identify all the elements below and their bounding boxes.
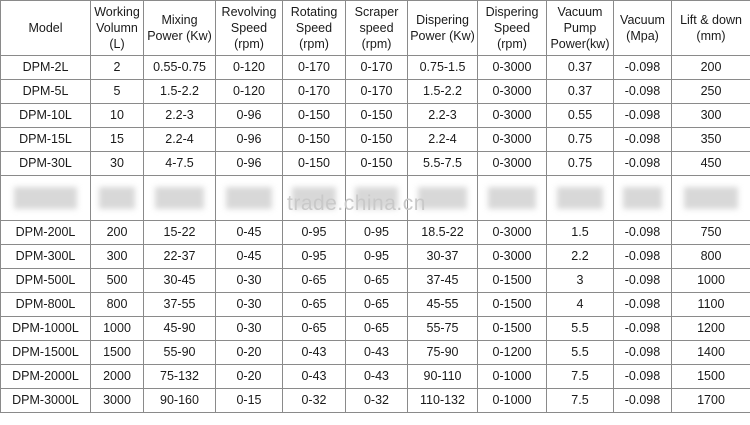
- table-cell: 0.75: [547, 152, 614, 176]
- table-row: [1, 365, 750, 389]
- table-cell: 500: [91, 269, 144, 293]
- table-cell: 800: [672, 245, 750, 269]
- blurred-cell: [1, 176, 91, 221]
- table-cell: 0-43: [283, 365, 346, 389]
- table-cell: 0-120: [216, 56, 283, 80]
- column-header: Revolving Speed (rpm): [216, 1, 283, 56]
- model-cell: DPM-15L: [1, 128, 91, 152]
- table-cell: -0.098: [614, 221, 672, 245]
- blurred-cell: [672, 176, 750, 221]
- table-cell: 1000: [672, 269, 750, 293]
- table-cell: -0.098: [614, 293, 672, 317]
- table-cell: 0-170: [283, 56, 346, 80]
- table-cell: 1500: [91, 341, 144, 365]
- blurred-cell: [144, 176, 216, 221]
- table-cell: 1.5-2.2: [408, 80, 478, 104]
- table-row: [1, 104, 750, 128]
- table-row: [1, 317, 750, 341]
- table-cell: 0-96: [216, 104, 283, 128]
- table-cell: -0.098: [614, 80, 672, 104]
- table-cell: 4-7.5: [144, 152, 216, 176]
- model-cell: DPM-200L: [1, 221, 91, 245]
- table-row: [1, 128, 750, 152]
- column-header: Working Volumn (L): [91, 1, 144, 56]
- table-cell: -0.098: [614, 128, 672, 152]
- table-cell: 2.2-3: [408, 104, 478, 128]
- table-cell: 1100: [672, 293, 750, 317]
- table-cell: 0-150: [346, 104, 408, 128]
- table-cell: 450: [672, 152, 750, 176]
- column-header: Dispering Power (Kw): [408, 1, 478, 56]
- table-cell: 0-65: [346, 293, 408, 317]
- table-cell: 0.75: [547, 128, 614, 152]
- table-cell: 55-90: [144, 341, 216, 365]
- table-cell: 75-90: [408, 341, 478, 365]
- table-cell: 0-43: [346, 341, 408, 365]
- table-cell: 800: [91, 293, 144, 317]
- model-cell: DPM-300L: [1, 245, 91, 269]
- table-cell: 37-45: [408, 269, 478, 293]
- table-row: [1, 269, 750, 293]
- table-cell: 110-132: [408, 389, 478, 413]
- table-cell: 350: [672, 128, 750, 152]
- header-row: [1, 1, 750, 56]
- table-cell: 0-32: [283, 389, 346, 413]
- table-cell: 0-150: [346, 128, 408, 152]
- table-cell: 0-95: [346, 221, 408, 245]
- table-row: [1, 389, 750, 413]
- table-cell: 2: [91, 56, 144, 80]
- table-cell: 3000: [91, 389, 144, 413]
- table-cell: 0-150: [283, 128, 346, 152]
- table-cell: 0-1000: [478, 389, 547, 413]
- table-row: [1, 152, 750, 176]
- table-cell: 0-65: [283, 269, 346, 293]
- table-cell: 7.5: [547, 389, 614, 413]
- blurred-cell: [547, 176, 614, 221]
- table-cell: 0-45: [216, 245, 283, 269]
- table-cell: 300: [91, 245, 144, 269]
- table-cell: 0-30: [216, 293, 283, 317]
- table-cell: 1500: [672, 365, 750, 389]
- model-cell: DPM-30L: [1, 152, 91, 176]
- table-cell: 0-95: [283, 245, 346, 269]
- table-cell: -0.098: [614, 341, 672, 365]
- table-cell: 0-30: [216, 269, 283, 293]
- table-cell: 37-55: [144, 293, 216, 317]
- table-cell: -0.098: [614, 104, 672, 128]
- table-cell: 0-96: [216, 152, 283, 176]
- table-cell: 3: [547, 269, 614, 293]
- table-cell: -0.098: [614, 269, 672, 293]
- column-header: Lift & down (mm): [672, 1, 750, 56]
- table-cell: 1.5-2.2: [144, 80, 216, 104]
- table-cell: 0-150: [283, 152, 346, 176]
- table-cell: 0-30: [216, 317, 283, 341]
- table-row: [1, 221, 750, 245]
- table-cell: 15: [91, 128, 144, 152]
- table-cell: 2.2-4: [408, 128, 478, 152]
- table-cell: 10: [91, 104, 144, 128]
- table-cell: 30-45: [144, 269, 216, 293]
- table-cell: 0-1200: [478, 341, 547, 365]
- column-header: Mixing Power (Kw): [144, 1, 216, 56]
- column-header: Dispering Speed (rpm): [478, 1, 547, 56]
- table-cell: 0-150: [283, 104, 346, 128]
- table-cell: 0.55: [547, 104, 614, 128]
- table-row: [1, 245, 750, 269]
- table-cell: 30: [91, 152, 144, 176]
- table-cell: 0-20: [216, 365, 283, 389]
- column-header: Model: [1, 1, 91, 56]
- table-cell: -0.098: [614, 317, 672, 341]
- table-cell: 300: [672, 104, 750, 128]
- table-cell: 750: [672, 221, 750, 245]
- column-header: Vacuum Pump Power(kw): [547, 1, 614, 56]
- table-cell: 4: [547, 293, 614, 317]
- table-cell: 0-65: [283, 293, 346, 317]
- table-cell: 1.5: [547, 221, 614, 245]
- table-cell: -0.098: [614, 152, 672, 176]
- table-cell: 5.5-7.5: [408, 152, 478, 176]
- model-cell: DPM-5L: [1, 80, 91, 104]
- column-header: Vacuum (Mpa): [614, 1, 672, 56]
- table-cell: 90-110: [408, 365, 478, 389]
- table-cell: 2.2-3: [144, 104, 216, 128]
- table-cell: 0-1500: [478, 317, 547, 341]
- table-cell: 0-3000: [478, 104, 547, 128]
- table-cell: 200: [91, 221, 144, 245]
- table-cell: 0-65: [346, 317, 408, 341]
- model-cell: DPM-1500L: [1, 341, 91, 365]
- table-cell: 7.5: [547, 365, 614, 389]
- table-cell: 0-1500: [478, 269, 547, 293]
- table-cell: -0.098: [614, 245, 672, 269]
- table-cell: 2000: [91, 365, 144, 389]
- table-cell: 0-15: [216, 389, 283, 413]
- watermark-text: trade.china.cn: [287, 192, 426, 215]
- model-cell: DPM-800L: [1, 293, 91, 317]
- table-cell: 0-20: [216, 341, 283, 365]
- table-cell: 5: [91, 80, 144, 104]
- table-row: [1, 56, 750, 80]
- table-cell: 1700: [672, 389, 750, 413]
- table-cell: 0-95: [346, 245, 408, 269]
- table-cell: 0-3000: [478, 245, 547, 269]
- table-cell: 90-160: [144, 389, 216, 413]
- table-cell: 0-96: [216, 128, 283, 152]
- column-header: Rotating Speed (rpm): [283, 1, 346, 56]
- model-cell: DPM-3000L: [1, 389, 91, 413]
- table-cell: 0-170: [346, 56, 408, 80]
- table-cell: 0-95: [283, 221, 346, 245]
- column-header: Scraper speed (rpm): [346, 1, 408, 56]
- table-cell: 30-37: [408, 245, 478, 269]
- table-cell: 5.5: [547, 341, 614, 365]
- table-cell: 0-120: [216, 80, 283, 104]
- table-cell: 0-150: [346, 152, 408, 176]
- table-cell: 5.5: [547, 317, 614, 341]
- table-cell: 1400: [672, 341, 750, 365]
- table-cell: 22-37: [144, 245, 216, 269]
- table-row: [1, 341, 750, 365]
- table-cell: -0.098: [614, 365, 672, 389]
- table-cell: 0-170: [283, 80, 346, 104]
- table-cell: 200: [672, 56, 750, 80]
- table-cell: 1000: [91, 317, 144, 341]
- table-cell: 15-22: [144, 221, 216, 245]
- model-cell: DPM-10L: [1, 104, 91, 128]
- table-cell: 0-1000: [478, 365, 547, 389]
- table-cell: 2.2: [547, 245, 614, 269]
- table-cell: 0-3000: [478, 152, 547, 176]
- table-cell: 0-45: [216, 221, 283, 245]
- table-cell: 0-170: [346, 80, 408, 104]
- table-cell: 0.37: [547, 80, 614, 104]
- table-cell: 55-75: [408, 317, 478, 341]
- table-cell: 0.37: [547, 56, 614, 80]
- table-row: [1, 293, 750, 317]
- table-cell: 75-132: [144, 365, 216, 389]
- table-cell: 0-43: [283, 341, 346, 365]
- model-cell: DPM-2000L: [1, 365, 91, 389]
- table-cell: 18.5-22: [408, 221, 478, 245]
- table-cell: 0-1500: [478, 293, 547, 317]
- model-cell: DPM-2L: [1, 56, 91, 80]
- table-cell: 2.2-4: [144, 128, 216, 152]
- table-cell: 0-32: [346, 389, 408, 413]
- table-cell: -0.098: [614, 56, 672, 80]
- blurred-cell: [91, 176, 144, 221]
- table-cell: 0.55-0.75: [144, 56, 216, 80]
- blurred-cell: [216, 176, 283, 221]
- table-cell: 0-3000: [478, 128, 547, 152]
- table-row: [1, 80, 750, 104]
- table-cell: 0-43: [346, 365, 408, 389]
- table-cell: 45-55: [408, 293, 478, 317]
- blurred-cell: [478, 176, 547, 221]
- model-cell: DPM-1000L: [1, 317, 91, 341]
- table-cell: 0-3000: [478, 221, 547, 245]
- blurred-cell: [614, 176, 672, 221]
- table-cell: 45-90: [144, 317, 216, 341]
- table-cell: 0-65: [283, 317, 346, 341]
- table-cell: 0-3000: [478, 56, 547, 80]
- table-cell: 0-65: [346, 269, 408, 293]
- table-cell: 0-3000: [478, 80, 547, 104]
- table-cell: 0.75-1.5: [408, 56, 478, 80]
- table-cell: -0.098: [614, 389, 672, 413]
- table-cell: 1200: [672, 317, 750, 341]
- model-cell: DPM-500L: [1, 269, 91, 293]
- table-cell: 250: [672, 80, 750, 104]
